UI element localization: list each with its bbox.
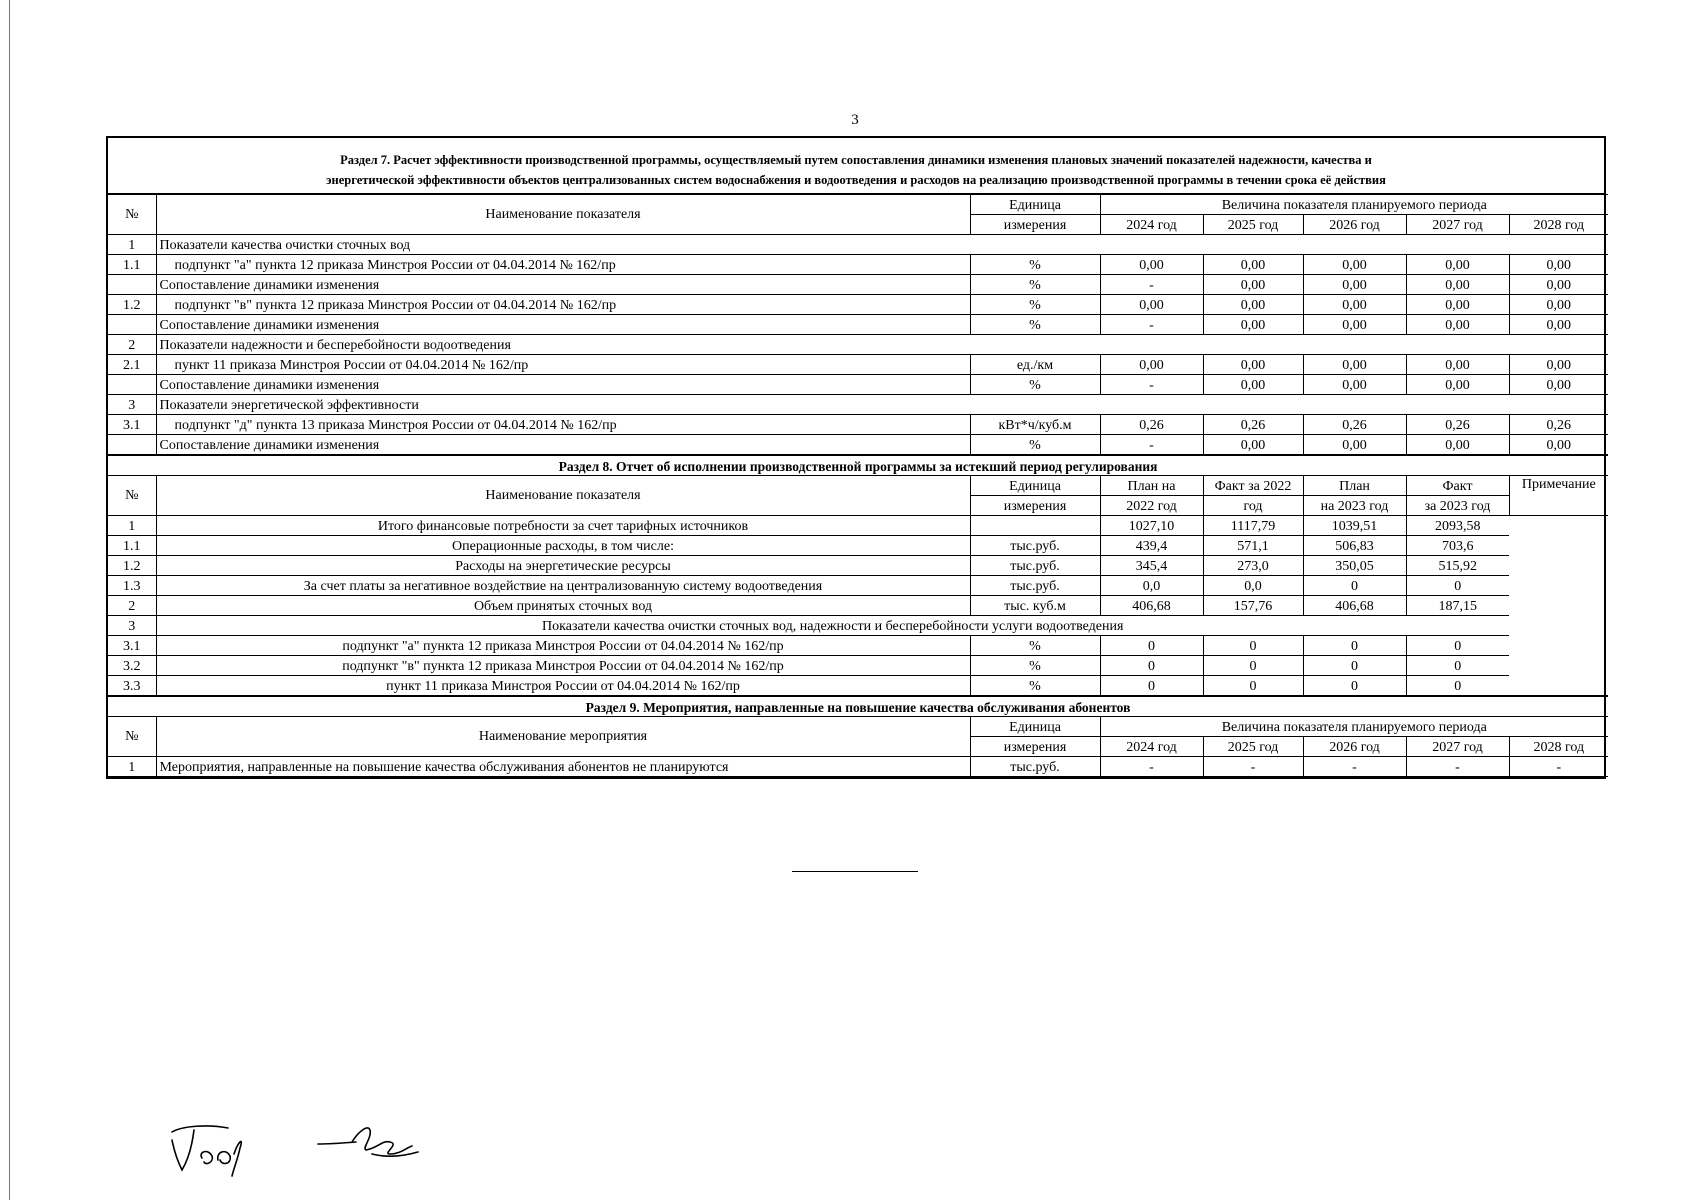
s7-row-value: - bbox=[1100, 275, 1203, 295]
s7-row-value: - bbox=[1100, 375, 1203, 395]
s8-table-row bbox=[108, 576, 1608, 596]
page-number: 3 bbox=[851, 112, 859, 128]
s7-row-value: 0,00 bbox=[1203, 375, 1303, 395]
end-separator-line bbox=[792, 871, 918, 872]
s9-row-value: - bbox=[1303, 757, 1406, 777]
s8-row-value: 187,15 bbox=[1406, 596, 1509, 616]
s7-row-value: 0,00 bbox=[1203, 295, 1303, 315]
s7-row-value: 0,26 bbox=[1203, 415, 1303, 435]
s7-group-name: Показатели энергетической эффективности bbox=[156, 395, 1608, 415]
s7-row-value: 0,00 bbox=[1203, 275, 1303, 295]
s7-year-header: 2025 год bbox=[1203, 215, 1303, 235]
s7-col-name: Наименование показателя bbox=[156, 195, 970, 235]
s7-row-name: подпункт "в" пункта 12 приказа Минстроя России от 04.04.2014 № 162/пр bbox=[156, 295, 970, 315]
s8-row-num: 3 bbox=[108, 616, 156, 636]
s8-row-value: 0,0 bbox=[1100, 576, 1203, 596]
s8-row-value: 1039,51 bbox=[1303, 516, 1406, 536]
s8-row-name: Объем принятых сточных вод bbox=[156, 596, 970, 616]
s9-year-header: 2028 год bbox=[1509, 737, 1608, 757]
s8-row-value: 0 bbox=[1100, 676, 1203, 697]
s8-row-num: 3.1 bbox=[108, 636, 156, 656]
s8-row-name: За счет платы за негативное воздействие на централизованную систему водоотведения bbox=[156, 576, 970, 596]
s8-row-num: 1.2 bbox=[108, 556, 156, 576]
s8-row-value: 0,0 bbox=[1203, 576, 1303, 596]
s7-row-unit: % bbox=[970, 435, 1100, 456]
s9-year-header: 2024 год bbox=[1100, 737, 1203, 757]
s7-row-value: 0,00 bbox=[1303, 255, 1406, 275]
s8-row-unit: тыс.руб. bbox=[970, 576, 1100, 596]
s8-row-name: подпункт "а" пункта 12 приказа Минстроя России от 04.04.2014 № 162/пр bbox=[156, 636, 970, 656]
s8-table-row bbox=[108, 656, 1608, 676]
s7-row-name: Сопоставление динамики изменения bbox=[156, 375, 970, 395]
s7-row-name: подпункт "д" пункта 13 приказа Минстроя России от 04.04.2014 № 162/пр bbox=[156, 415, 970, 435]
section7-header bbox=[108, 195, 1608, 235]
s9-year-header: 2026 год bbox=[1303, 737, 1406, 757]
s8-table-row bbox=[108, 556, 1608, 576]
s7-row-value: 0,00 bbox=[1100, 355, 1203, 375]
s8-col-head-line2: за 2023 год bbox=[1406, 496, 1509, 516]
s8-row-value: 1117,79 bbox=[1203, 516, 1303, 536]
s8-row-unit bbox=[970, 516, 1100, 536]
s8-row-value: 273,0 bbox=[1203, 556, 1303, 576]
report-table bbox=[108, 194, 1608, 777]
s8-row-value: 0 bbox=[1406, 676, 1509, 697]
s7-year-header: 2028 год bbox=[1509, 215, 1608, 235]
s8-row-value: 0 bbox=[1203, 636, 1303, 656]
section8-body bbox=[108, 516, 1608, 697]
s8-row-value: 0 bbox=[1203, 676, 1303, 697]
s8-col-unit-line2: измерения bbox=[970, 496, 1100, 516]
s7-row-name: подпункт "а" пункта 12 приказа Минстроя России от 04.04.2014 № 162/пр bbox=[156, 255, 970, 275]
s7-row-value: 0,00 bbox=[1406, 375, 1509, 395]
s8-col-head-line2: год bbox=[1203, 496, 1303, 516]
s7-col-period: Величина показателя планируемого периода bbox=[1100, 195, 1608, 215]
s7-row-value: - bbox=[1100, 435, 1203, 456]
s8-col-unit-line1: Единица bbox=[970, 476, 1100, 496]
s9-row-name: Мероприятия, направленные на повышение качества обслуживания абонентов не планируются bbox=[156, 757, 970, 777]
s7-row-num: 1.2 bbox=[108, 295, 156, 315]
s8-row-num: 3.2 bbox=[108, 656, 156, 676]
s7-row-value: 0,00 bbox=[1406, 355, 1509, 375]
s7-row-value: 0,00 bbox=[1406, 275, 1509, 295]
s8-table-row bbox=[108, 536, 1608, 556]
s7-row-value: - bbox=[1100, 315, 1203, 335]
s8-col-name: Наименование показателя bbox=[156, 476, 970, 516]
s7-row-value: 0,26 bbox=[1406, 415, 1509, 435]
s7-row-unit: % bbox=[970, 315, 1100, 335]
s7-row-name: Сопоставление динамики изменения bbox=[156, 435, 970, 456]
s8-row-unit: % bbox=[970, 656, 1100, 676]
s7-row-num: 2 bbox=[108, 335, 156, 355]
s7-row-num: 3 bbox=[108, 395, 156, 415]
s7-row-unit: % bbox=[970, 275, 1100, 295]
s7-row-value: 0,00 bbox=[1303, 315, 1406, 335]
s7-table-row bbox=[108, 435, 1608, 456]
s7-col-unit-line2: измерения bbox=[970, 215, 1100, 235]
s7-row-num bbox=[108, 375, 156, 395]
s8-row-value: 2093,58 bbox=[1406, 516, 1509, 536]
s8-row-unit: тыс.руб. bbox=[970, 536, 1100, 556]
s7-row-name: Сопоставление динамики изменения bbox=[156, 315, 970, 335]
s8-row-value: 0 bbox=[1303, 576, 1406, 596]
s7-row-value: 0,00 bbox=[1100, 255, 1203, 275]
s8-table-row bbox=[108, 516, 1608, 536]
s8-row-num: 1 bbox=[108, 516, 156, 536]
s9-row-num: 1 bbox=[108, 757, 156, 777]
section9-body bbox=[108, 757, 1608, 777]
s7-row-value: 0,00 bbox=[1406, 435, 1509, 456]
s7-row-value: 0,00 bbox=[1509, 315, 1608, 335]
s8-row-value: 0 bbox=[1406, 636, 1509, 656]
s7-row-value: 0,00 bbox=[1509, 275, 1608, 295]
s7-table-row bbox=[108, 295, 1608, 315]
s7-col-num: № bbox=[108, 195, 156, 235]
s8-row-name: Расходы на энергетические ресурсы bbox=[156, 556, 970, 576]
s9-col-period: Величина показателя планируемого периода bbox=[1100, 717, 1608, 737]
section7-title-line1: Раздел 7. Расчет эффективности производственной программы, осуществляемый путем сопоставления динамики изменения плановых значений показателей надежности, качества и bbox=[340, 153, 1372, 167]
section9-title: Раздел 9. Мероприятия, направленные на повышение качества обслуживания абонентов bbox=[108, 696, 1608, 717]
s9-table-row bbox=[108, 757, 1608, 777]
handwritten-signature bbox=[168, 1118, 468, 1178]
s8-row-unit: тыс.руб. bbox=[970, 556, 1100, 576]
s7-table-row bbox=[108, 415, 1608, 435]
section7-title-line2: энергетической эффективности объектов централизованных систем водоснабжения и водоотведения и расходов на реализацию производственной программы в течении срока её действия bbox=[326, 173, 1386, 187]
s8-row-value: 0 bbox=[1203, 656, 1303, 676]
section8-header bbox=[108, 455, 1608, 516]
s7-row-value: 0,00 bbox=[1303, 275, 1406, 295]
s7-table-row bbox=[108, 235, 1608, 255]
s7-row-value: 0,00 bbox=[1406, 295, 1509, 315]
s8-row-value: 157,76 bbox=[1203, 596, 1303, 616]
s8-col-head-line2: 2022 год bbox=[1100, 496, 1203, 516]
section7-title bbox=[108, 138, 1604, 194]
s7-row-value: 0,26 bbox=[1100, 415, 1203, 435]
s7-row-value: 0,00 bbox=[1203, 355, 1303, 375]
s7-col-unit-line1: Единица bbox=[970, 195, 1100, 215]
s7-row-unit: % bbox=[970, 255, 1100, 275]
scan-edge-line bbox=[9, 0, 10, 1200]
s7-row-num: 2.1 bbox=[108, 355, 156, 375]
s7-row-value: 0,00 bbox=[1203, 255, 1303, 275]
s8-group-name: Показатели качества очистки сточных вод, надежности и бесперебойности услуги водоотведения bbox=[156, 616, 1509, 636]
s9-row-unit: тыс.руб. bbox=[970, 757, 1100, 777]
s8-row-name: Итого финансовые потребности за счет тарифных источников bbox=[156, 516, 970, 536]
s7-year-header: 2027 год bbox=[1406, 215, 1509, 235]
s8-row-value: 515,92 bbox=[1406, 556, 1509, 576]
s8-row-unit: % bbox=[970, 636, 1100, 656]
section9-header bbox=[108, 696, 1608, 757]
s8-table-row bbox=[108, 616, 1608, 636]
s8-table-row bbox=[108, 636, 1608, 656]
s7-row-value: 0,00 bbox=[1203, 315, 1303, 335]
s8-col-head-line1: Факт bbox=[1406, 476, 1509, 496]
s7-year-header: 2026 год bbox=[1303, 215, 1406, 235]
s8-row-value: 506,83 bbox=[1303, 536, 1406, 556]
s8-row-value: 439,4 bbox=[1100, 536, 1203, 556]
s8-row-value: 350,05 bbox=[1303, 556, 1406, 576]
s7-group-name: Показатели качества очистки сточных вод bbox=[156, 235, 1608, 255]
s7-row-num bbox=[108, 315, 156, 335]
s8-row-value: 703,6 bbox=[1406, 536, 1509, 556]
s8-row-value: 0 bbox=[1100, 636, 1203, 656]
s7-row-num bbox=[108, 435, 156, 456]
s7-row-value: 0,00 bbox=[1303, 375, 1406, 395]
s7-table-row bbox=[108, 395, 1608, 415]
s8-row-name: подпункт "в" пункта 12 приказа Минстроя России от 04.04.2014 № 162/пр bbox=[156, 656, 970, 676]
s8-row-value: 0 bbox=[1303, 676, 1406, 697]
s7-row-value: 0,00 bbox=[1303, 295, 1406, 315]
s8-row-unit: % bbox=[970, 676, 1100, 697]
section7-body bbox=[108, 235, 1608, 456]
s7-row-value: 0,00 bbox=[1509, 375, 1608, 395]
s8-row-value: 571,1 bbox=[1203, 536, 1303, 556]
s8-row-value: 0 bbox=[1303, 656, 1406, 676]
s7-row-value: 0,00 bbox=[1509, 355, 1608, 375]
s9-year-header: 2025 год bbox=[1203, 737, 1303, 757]
s9-row-value: - bbox=[1100, 757, 1203, 777]
s7-row-value: 0,00 bbox=[1509, 435, 1608, 456]
s8-col-head-line1: План на bbox=[1100, 476, 1203, 496]
s7-table-row bbox=[108, 315, 1608, 335]
s7-table-row bbox=[108, 355, 1608, 375]
s7-table-row bbox=[108, 335, 1608, 355]
s9-col-num: № bbox=[108, 717, 156, 757]
s7-row-name: пункт 11 приказа Минстроя России от 04.04.2014 № 162/пр bbox=[156, 355, 970, 375]
s7-table-row bbox=[108, 375, 1608, 395]
s9-year-header: 2027 год bbox=[1406, 737, 1509, 757]
s8-row-value: 406,68 bbox=[1100, 596, 1203, 616]
s8-col-head-line2: на 2023 год bbox=[1303, 496, 1406, 516]
s7-table-row bbox=[108, 275, 1608, 295]
s7-row-value: 0,00 bbox=[1406, 255, 1509, 275]
s8-row-value: 0 bbox=[1406, 656, 1509, 676]
s9-row-value: - bbox=[1509, 757, 1608, 777]
s7-row-unit: % bbox=[970, 375, 1100, 395]
s8-row-unit: тыс. куб.м bbox=[970, 596, 1100, 616]
s8-col-head-line1: Факт за 2022 bbox=[1203, 476, 1303, 496]
s8-note-column bbox=[1509, 476, 1608, 516]
s8-table-row bbox=[108, 596, 1608, 616]
s9-col-name: Наименование мероприятия bbox=[156, 717, 970, 757]
s8-row-num: 2 bbox=[108, 596, 156, 616]
s7-row-value: 0,00 bbox=[1203, 435, 1303, 456]
s7-row-num bbox=[108, 275, 156, 295]
s8-row-num: 1.3 bbox=[108, 576, 156, 596]
s7-row-value: 0,00 bbox=[1303, 355, 1406, 375]
s8-note-header: Примечание bbox=[1521, 477, 1596, 492]
s8-row-value: 345,4 bbox=[1100, 556, 1203, 576]
s8-row-value: 0 bbox=[1100, 656, 1203, 676]
s7-row-value: 0,26 bbox=[1303, 415, 1406, 435]
s8-row-name: пункт 11 приказа Минстроя России от 04.04.2014 № 162/пр bbox=[156, 676, 970, 697]
s8-col-num: № bbox=[108, 476, 156, 516]
s8-table-row bbox=[108, 676, 1608, 697]
section8-title: Раздел 8. Отчет об исполнении производственной программы за истекший период регулирования bbox=[108, 455, 1608, 476]
s8-row-value: 0 bbox=[1406, 576, 1509, 596]
s9-row-value: - bbox=[1203, 757, 1303, 777]
s8-row-num: 3.3 bbox=[108, 676, 156, 697]
s8-col-head-line1: План bbox=[1303, 476, 1406, 496]
s9-row-value: - bbox=[1406, 757, 1509, 777]
s9-col-unit-line2: измерения bbox=[970, 737, 1100, 757]
s7-row-unit: % bbox=[970, 295, 1100, 315]
s7-row-name: Сопоставление динамики изменения bbox=[156, 275, 970, 295]
s8-row-value: 406,68 bbox=[1303, 596, 1406, 616]
s7-row-value: 0,00 bbox=[1509, 255, 1608, 275]
s9-col-unit-line1: Единица bbox=[970, 717, 1100, 737]
s7-year-header: 2024 год bbox=[1100, 215, 1203, 235]
s7-row-num: 1.1 bbox=[108, 255, 156, 275]
document-frame bbox=[106, 136, 1606, 779]
s7-row-value: 0,26 bbox=[1509, 415, 1608, 435]
s7-row-num: 3.1 bbox=[108, 415, 156, 435]
s8-row-value: 1027,10 bbox=[1100, 516, 1203, 536]
s8-row-value: 0 bbox=[1303, 636, 1406, 656]
s7-row-unit: кВт*ч/куб.м bbox=[970, 415, 1100, 435]
s7-row-value: 0,00 bbox=[1303, 435, 1406, 456]
s8-row-num: 1.1 bbox=[108, 536, 156, 556]
s7-group-name: Показатели надежности и бесперебойности водоотведения bbox=[156, 335, 1608, 355]
s7-row-value: 0,00 bbox=[1406, 315, 1509, 335]
s7-row-value: 0,00 bbox=[1100, 295, 1203, 315]
s7-row-num: 1 bbox=[108, 235, 156, 255]
s7-row-unit: ед./км bbox=[970, 355, 1100, 375]
s7-row-value: 0,00 bbox=[1509, 295, 1608, 315]
s7-table-row bbox=[108, 255, 1608, 275]
s8-row-name: Операционные расходы, в том числе: bbox=[156, 536, 970, 556]
